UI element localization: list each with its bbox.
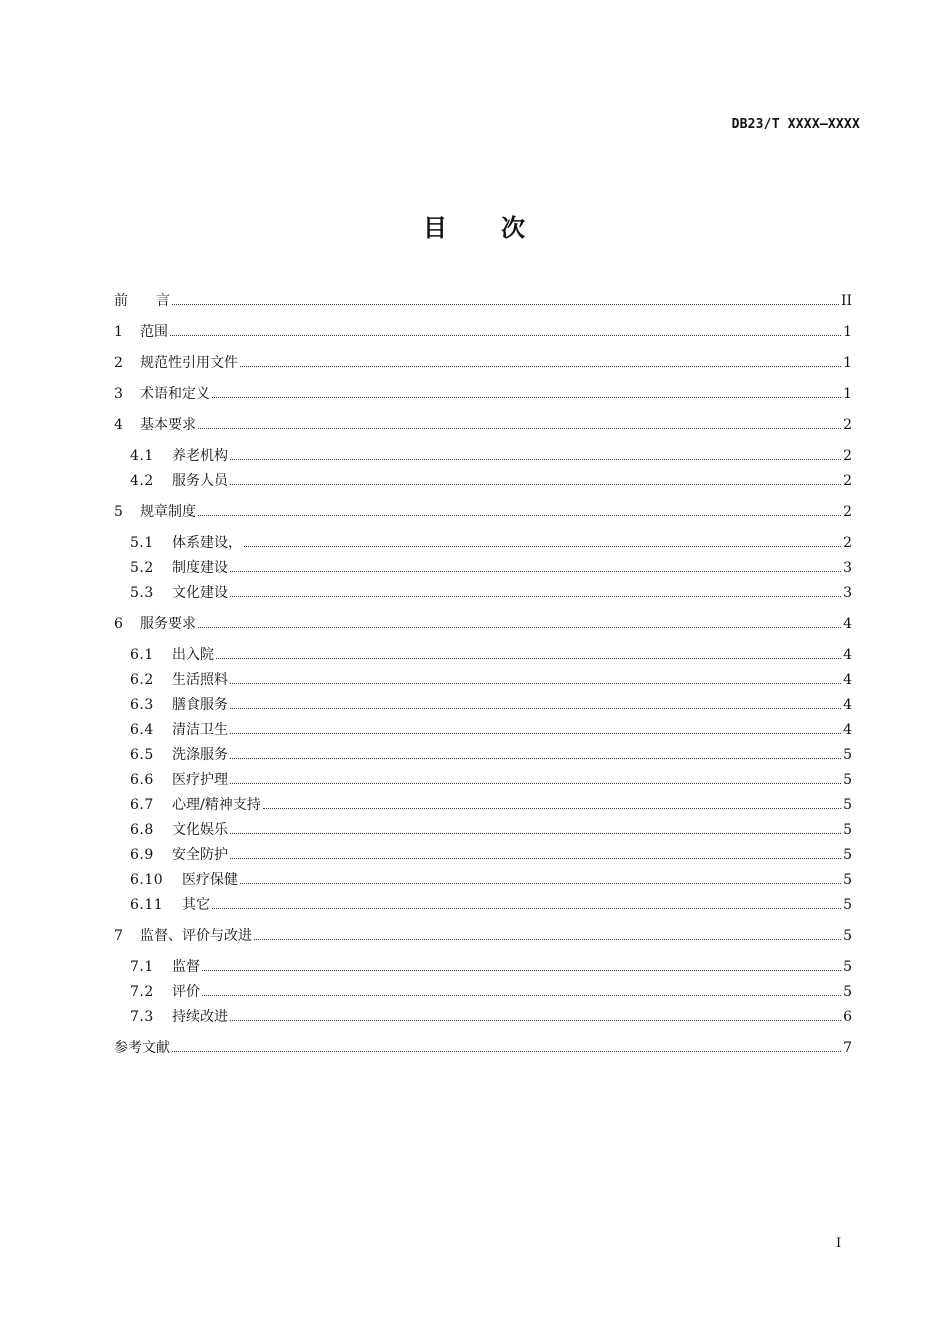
toc-leader-dots <box>230 783 841 784</box>
toc-entry-number: 6.1 <box>130 647 154 663</box>
toc-entry-title: 范围 <box>140 324 168 340</box>
toc-leader-dots <box>230 758 841 759</box>
toc-entry-label <box>130 448 228 464</box>
toc-entry-page: 5 <box>843 847 852 863</box>
toc-entry-page: 5 <box>843 822 852 838</box>
toc-leader-dots <box>230 733 841 734</box>
toc-entry-title: 文化建设 <box>172 585 228 601</box>
toc-entry[interactable] <box>114 551 852 576</box>
toc-leader-dots <box>198 515 841 516</box>
toc-entry-title: 前 言 <box>114 293 170 309</box>
toc-entry[interactable] <box>114 377 852 402</box>
toc-entry-label <box>130 872 238 888</box>
toc-entry-label <box>130 1009 228 1025</box>
toc-entry-title: 体系建设， <box>172 535 242 551</box>
toc-entry-number: 7.3 <box>130 1009 154 1025</box>
toc-entry-number: 5.3 <box>130 585 154 601</box>
toc-entry-page: 2 <box>843 417 852 433</box>
toc-leader-dots <box>230 484 841 485</box>
toc-entry-page: 1 <box>843 324 852 340</box>
toc-leader-dots <box>263 808 841 809</box>
toc-entry-page: 6 <box>843 1009 852 1025</box>
toc-leader-dots <box>230 596 841 597</box>
toc-leader-dots <box>216 658 841 659</box>
toc-entry-page: 4 <box>843 647 852 663</box>
toc-leader-dots <box>170 335 841 336</box>
toc-entry-label <box>130 722 228 738</box>
toc-entry[interactable] <box>114 495 852 520</box>
toc-entry-title: 清洁卫生 <box>172 722 228 738</box>
toc-entry-page: 4 <box>843 672 852 688</box>
toc-entry[interactable] <box>114 408 852 433</box>
toc-entry-number: 1 <box>114 324 123 340</box>
toc-entry-label <box>114 504 196 520</box>
toc-leader-dots <box>240 883 841 884</box>
toc-entry[interactable] <box>114 888 852 913</box>
toc-leader-dots <box>230 571 841 572</box>
toc-entry-label <box>114 355 238 371</box>
toc-entry[interactable] <box>114 838 852 863</box>
toc-entry[interactable] <box>114 975 852 1000</box>
toc-entry-number: 2 <box>114 355 123 371</box>
toc-entry-title: 养老机构 <box>172 448 228 464</box>
toc-entry-number: 6.9 <box>130 847 154 863</box>
toc-leader-dots <box>202 995 841 996</box>
toc-leader-dots <box>212 908 841 909</box>
toc-entry[interactable] <box>114 284 852 309</box>
toc-entry-page: 3 <box>843 585 852 601</box>
toc-entry-label <box>130 959 200 975</box>
toc-leader-dots <box>202 970 841 971</box>
toc-entry-title: 规章制度 <box>140 504 196 520</box>
toc-leader-dots <box>198 627 841 628</box>
toc-entry-label <box>130 647 214 663</box>
toc-leader-dots <box>212 397 841 398</box>
toc-entry-page: 5 <box>843 984 852 1000</box>
toc-entry-page: 1 <box>843 386 852 402</box>
toc-entry-title: 监督、评价与改进 <box>140 928 252 944</box>
toc-entry[interactable] <box>114 738 852 763</box>
toc-entry-number: 4.1 <box>130 448 154 464</box>
toc-leader-dots <box>172 304 839 305</box>
toc-entry[interactable] <box>114 1031 852 1056</box>
toc-entry-label <box>114 616 196 632</box>
toc-entry-number: 5 <box>114 504 123 520</box>
toc-entry-number: 5.2 <box>130 560 154 576</box>
toc-entry-label <box>114 417 196 433</box>
toc-entry[interactable] <box>114 950 852 975</box>
toc-entry-number: 6.11 <box>130 897 164 913</box>
toc-entry[interactable] <box>114 526 852 551</box>
toc-entry-title: 术语和定义 <box>140 386 210 402</box>
toc-entry-title: 洗涤服务 <box>172 747 228 763</box>
toc-entry[interactable] <box>114 788 852 813</box>
toc-entry-title: 服务人员 <box>172 473 228 489</box>
toc-leader-dots <box>230 858 841 859</box>
toc-leader-dots <box>230 683 841 684</box>
toc-entry-title: 医疗保健 <box>182 872 238 888</box>
toc-entry-title: 医疗护理 <box>172 772 228 788</box>
toc-entry[interactable] <box>114 813 852 838</box>
toc-entry-page: 5 <box>843 872 852 888</box>
toc-entry[interactable] <box>114 638 852 663</box>
toc-entry-page: 5 <box>843 959 852 975</box>
toc-entry-page: 4 <box>843 722 852 738</box>
toc-entry-title: 服务要求 <box>140 616 196 632</box>
toc-entry-page: 5 <box>843 897 852 913</box>
toc-leader-dots <box>240 366 841 367</box>
toc-entry-label <box>130 535 242 551</box>
toc-entry-label <box>130 984 200 1000</box>
toc-entry-number: 7 <box>114 928 123 944</box>
toc-entry-label <box>114 293 170 309</box>
toc-entry-number: 6.8 <box>130 822 154 838</box>
toc-entry-page: 2 <box>843 504 852 520</box>
toc-entry[interactable] <box>114 607 852 632</box>
toc-entry-label <box>130 897 210 913</box>
toc-entry[interactable] <box>114 439 852 464</box>
toc-entry-number: 4 <box>114 417 123 433</box>
toc-entry-label <box>130 473 228 489</box>
toc-entry-title: 规范性引用文件 <box>140 355 238 371</box>
page-number: I <box>836 1236 842 1251</box>
toc-entry-number: 4.2 <box>130 473 154 489</box>
toc-entry-title: 安全防护 <box>172 847 228 863</box>
toc-entry-title: 文化娱乐 <box>172 822 228 838</box>
toc-entry-title: 生活照料 <box>172 672 228 688</box>
toc-entry-label <box>130 822 228 838</box>
toc-entry-number: 6.6 <box>130 772 154 788</box>
toc-entry-title: 监督 <box>172 959 200 975</box>
toc-entry-page: 2 <box>843 535 852 551</box>
toc-leader-dots <box>198 428 841 429</box>
toc-entry-title: 制度建设 <box>172 560 228 576</box>
toc-entry-page: 3 <box>843 560 852 576</box>
toc-entry-label <box>130 847 228 863</box>
standard-code: DB23/T XXXX—XXXX <box>731 117 860 132</box>
toc-entry[interactable] <box>114 464 852 489</box>
toc-entry-title: 出入院 <box>172 647 214 663</box>
toc-leader-dots <box>230 1020 841 1021</box>
toc-entry-number: 5.1 <box>130 535 154 551</box>
toc-entry-page: 4 <box>843 616 852 632</box>
toc-entry[interactable] <box>114 763 852 788</box>
toc-entry-page: 5 <box>843 747 852 763</box>
toc-entry-page: 5 <box>843 772 852 788</box>
toc-leader-dots <box>230 459 841 460</box>
toc-entry-number: 7.1 <box>130 959 154 975</box>
toc-entry[interactable] <box>114 863 852 888</box>
toc-entry-number: 7.2 <box>130 984 154 1000</box>
toc-entry-label <box>130 697 228 713</box>
toc-entry-page: 1 <box>843 355 852 371</box>
toc-entry[interactable] <box>114 663 852 688</box>
toc-entry-title: 持续改进 <box>172 1009 228 1025</box>
toc-entry-page: 2 <box>843 473 852 489</box>
toc-entry-page: 2 <box>843 448 852 464</box>
toc-leader-dots <box>172 1051 841 1052</box>
table-of-contents <box>114 284 852 1056</box>
toc-entry-number: 3 <box>114 386 123 402</box>
toc-entry[interactable] <box>114 576 852 601</box>
toc-entry-label <box>114 1040 170 1056</box>
toc-entry-number: 6 <box>114 616 123 632</box>
toc-entry-number: 6.3 <box>130 697 154 713</box>
toc-entry-page: 5 <box>843 928 852 944</box>
toc-entry-title: 心理/精神支持 <box>172 797 261 813</box>
toc-entry-title: 膳食服务 <box>172 697 228 713</box>
toc-entry-label <box>130 772 228 788</box>
toc-leader-dots <box>230 833 841 834</box>
toc-entry-number: 6.5 <box>130 747 154 763</box>
toc-entry-page: 4 <box>843 697 852 713</box>
toc-entry[interactable] <box>114 1000 852 1025</box>
toc-leader-dots <box>254 939 841 940</box>
toc-entry[interactable] <box>114 346 852 371</box>
toc-entry-label <box>130 560 228 576</box>
toc-entry-label <box>114 386 210 402</box>
toc-entry-title: 参考文献 <box>114 1040 170 1056</box>
toc-entry-number: 6.7 <box>130 797 154 813</box>
toc-entry-title: 其它 <box>182 897 210 913</box>
toc-entry-label <box>130 797 261 813</box>
toc-entry[interactable] <box>114 919 852 944</box>
toc-entry[interactable] <box>114 688 852 713</box>
toc-entry[interactable] <box>114 315 852 340</box>
toc-entry-label <box>114 324 168 340</box>
toc-entry-title: 评价 <box>172 984 200 1000</box>
toc-entry-page: II <box>840 293 852 309</box>
toc-leader-dots <box>244 546 841 547</box>
toc-entry-page: 5 <box>843 797 852 813</box>
toc-entry-label <box>114 928 252 944</box>
toc-entry-page: 7 <box>843 1040 852 1056</box>
toc-entry-label <box>130 747 228 763</box>
toc-entry-label <box>130 585 228 601</box>
toc-entry-number: 6.4 <box>130 722 154 738</box>
toc-leader-dots <box>230 708 841 709</box>
toc-entry[interactable] <box>114 713 852 738</box>
toc-entry-title: 基本要求 <box>140 417 196 433</box>
page-title: 目 次 <box>423 214 527 242</box>
toc-entry-number: 6.10 <box>130 872 164 888</box>
toc-entry-label <box>130 672 228 688</box>
toc-entry-number: 6.2 <box>130 672 154 688</box>
